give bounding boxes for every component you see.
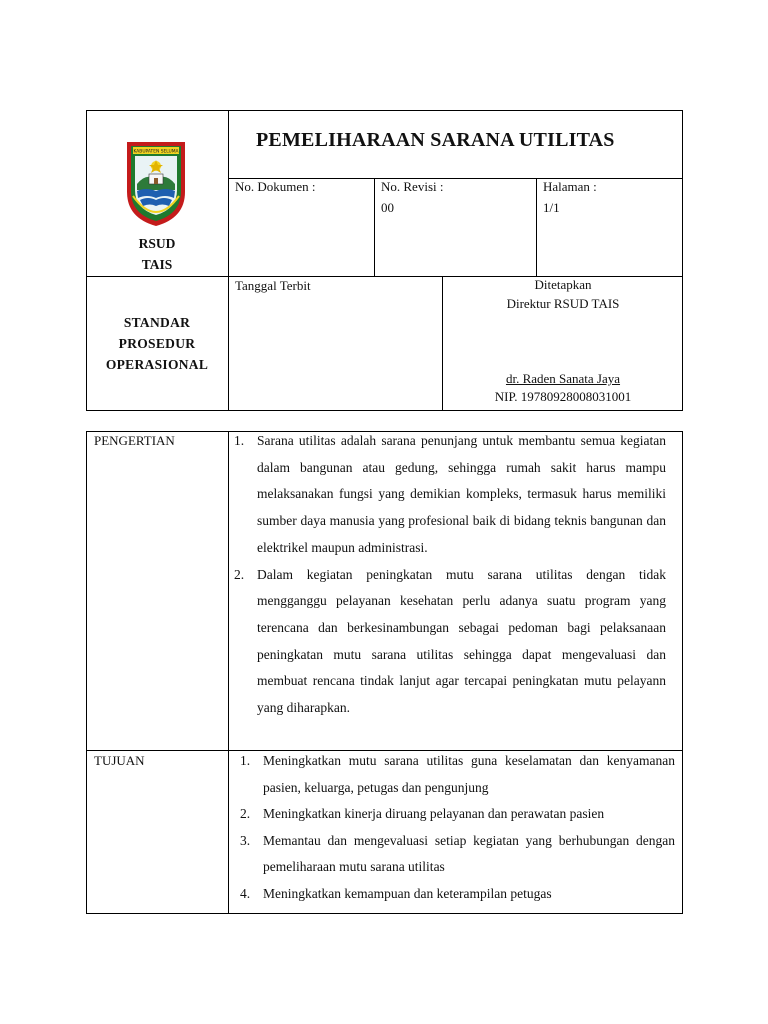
- list-item: [240, 748, 675, 801]
- director-nip: NIP. 19780928008031001: [494, 389, 632, 404]
- sop-line3: OPERASIONAL: [105, 357, 209, 372]
- list-item: [240, 881, 675, 908]
- sop-label: [86, 312, 228, 375]
- list-item: [240, 801, 675, 828]
- no-dokumen-label: No. Dokumen :: [235, 179, 316, 194]
- no-revisi-value: 00: [381, 200, 394, 215]
- list-item: [234, 428, 666, 562]
- list-text: Memantau dan mengevaluasi setiap kegiatan yang berhubungan dengan pemeliharaan mutu sarana utilitas: [263, 832, 675, 874]
- no-revisi-label: No. Revisi :: [381, 179, 444, 194]
- halaman-label: Halaman :: [543, 179, 597, 194]
- list-number: 2.: [240, 806, 251, 821]
- list-number: 4.: [240, 885, 251, 901]
- list-item: [234, 562, 666, 722]
- list-text: Meningkatkan kinerja diruang pelayanan dan perawatan pasien: [263, 806, 605, 821]
- document-title: PEMELIHARAAN SARANA UTILITAS: [256, 129, 615, 151]
- sop-line2: PROSEDUR: [118, 336, 196, 351]
- list-text: Dalam kegiatan peningkatan mutu sarana utilitas dengan tidak mengganggu pelayanan kesehatan perlu adanya suatu program yang terencana dan berkesinambungan sebagai pedoman bagi pelaksanaan peningkatan mutu sarana utilitas sehingga dapat mengevaluasi dan membuat rencana tindak lanjut agar tercapai peningkatan mutu pelayann yang diharapkan.: [257, 566, 666, 716]
- list-text: Meningkatkan mutu sarana utilitas guna keselamatan dan kenyamanan pasien, keluarga, petugas dan pengunjung: [263, 753, 675, 795]
- tujuan-label: TUJUAN: [94, 753, 145, 768]
- director-name: dr. Raden Sanata Jaya: [505, 371, 621, 386]
- ditetapkan-label: Ditetapkan: [534, 277, 592, 292]
- list-number: 3.: [240, 832, 251, 848]
- list-item: [240, 828, 675, 881]
- pengertian-list: [234, 428, 666, 722]
- list-text: Meningkatkan kemampuan dan keterampilan petugas: [263, 885, 552, 901]
- list-number: 2.: [234, 566, 245, 582]
- sop-line1: STANDAR: [123, 315, 191, 330]
- hospital-name: [86, 233, 228, 275]
- tujuan-list: [240, 748, 675, 907]
- pengertian-label: PENGERTIAN: [94, 433, 175, 448]
- emblem-icon: [123, 136, 189, 228]
- tanggal-terbit-label: Tanggal Terbit: [235, 278, 311, 293]
- hospital-name-line1: RSUD: [138, 236, 176, 251]
- list-text: Sarana utilitas adalah sarana penunjang untuk membantu semua kegiatan dalam bangunan atau gedung, sehingga rumah sakit harus mampu melaksanakan fungsi yang demikian kompleks, termasuk harus memiliki sumber daya manusia yang profesional baik di bidang teknis bangunan dan elektrikel maupun administrasi.: [257, 433, 666, 555]
- halaman-value: 1/1: [543, 200, 560, 215]
- direktur-label: Direktur RSUD TAIS: [506, 296, 620, 311]
- hospital-name-line2: TAIS: [141, 257, 173, 272]
- svg-text:KABUPATEN SELUMA: KABUPATEN SELUMA: [133, 149, 179, 155]
- list-number: 1.: [234, 433, 245, 448]
- list-number: 1.: [240, 753, 251, 768]
- district-emblem: [123, 136, 189, 228]
